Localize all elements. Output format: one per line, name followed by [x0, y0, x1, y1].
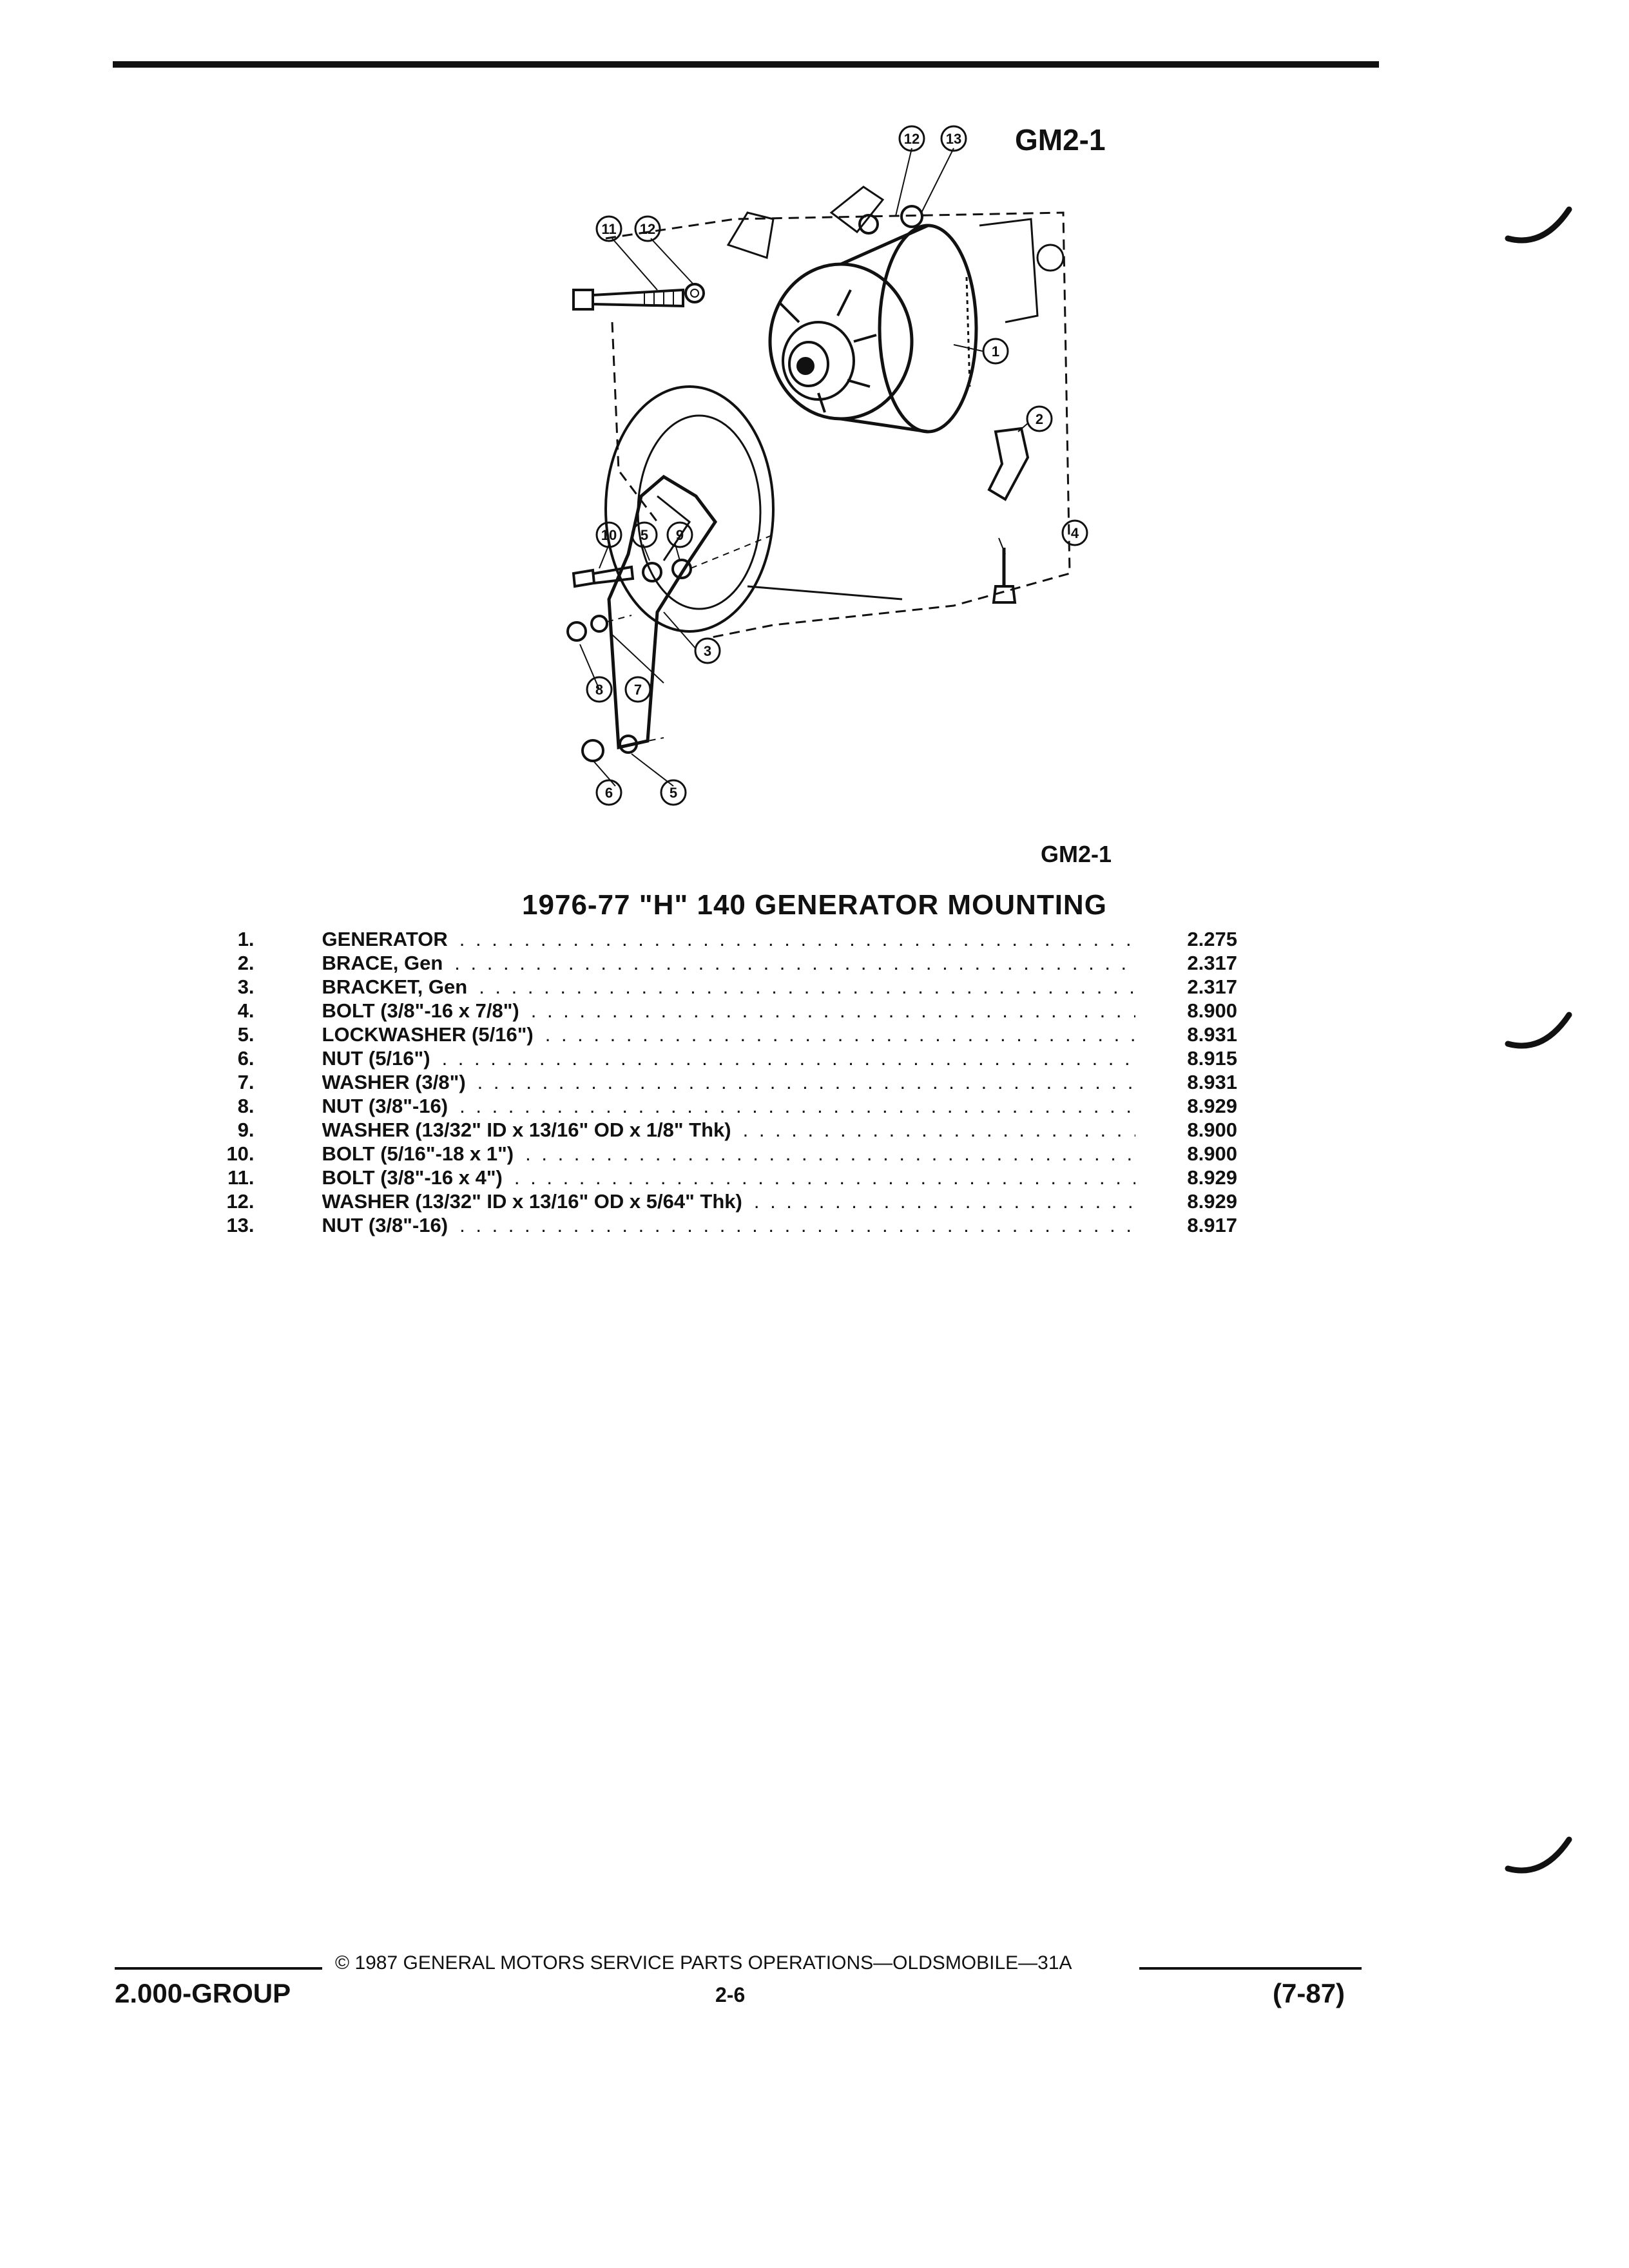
leader-dots: [459, 1095, 1135, 1118]
part-name: WASHER (13/32" ID x 13/16" OD x 1/8" Thk): [322, 1119, 731, 1141]
parts-row: [193, 1071, 1237, 1095]
part-name: BRACE, Gen: [322, 952, 443, 974]
part-number: 10.: [226, 1142, 255, 1165]
group-ref: 8.900: [1187, 1119, 1237, 1141]
figure-code-bottom: GM2-1: [1041, 841, 1112, 867]
figure-code-top: GM2-1: [1015, 123, 1106, 157]
group-ref: 8.900: [1187, 1142, 1237, 1165]
part-name: BOLT (5/16"-18 x 1"): [322, 1142, 514, 1165]
part-name: NUT (3/8"-16): [322, 1214, 448, 1236]
parts-list: [193, 928, 1237, 1238]
group-ref: 8.900: [1187, 999, 1237, 1022]
group-label: 2.000-GROUP: [115, 1978, 291, 2008]
part-number: 2.: [237, 952, 255, 974]
parts-row: [193, 928, 1237, 952]
part-name: LOCKWASHER (5/16"): [322, 1023, 534, 1046]
brace-part: [989, 428, 1028, 499]
part-number: 9.: [237, 1119, 255, 1141]
part-number: 13.: [226, 1214, 255, 1236]
leader-dots: [442, 1047, 1135, 1070]
leader-dots: [531, 999, 1135, 1023]
callout-label: 12: [639, 221, 656, 237]
margin-mark: [1505, 200, 1576, 258]
part-name: GENERATOR: [322, 928, 448, 950]
parts-row: [193, 1095, 1237, 1119]
parts-row: [193, 1190, 1237, 1214]
leader-dots: [479, 975, 1135, 999]
date-code: (7-87): [1273, 1978, 1345, 2008]
group-ref: 8.931: [1187, 1071, 1237, 1093]
leader-dots: [477, 1071, 1135, 1094]
parts-row: [193, 1047, 1237, 1071]
section-title: 1976-77 "H" 140 GENERATOR MOUNTING: [522, 889, 1107, 921]
callouts: [587, 126, 1087, 805]
group-ref: 8.917: [1187, 1214, 1237, 1236]
part-number: 8.: [237, 1095, 255, 1117]
part-number: 1.: [237, 928, 255, 950]
parts-row: [193, 975, 1237, 999]
part-number: 5.: [237, 1023, 255, 1046]
part-name: WASHER (3/8"): [322, 1071, 466, 1093]
group-ref: 2.317: [1187, 975, 1237, 998]
part-name: BRACKET, Gen: [322, 975, 468, 998]
bracket-part: [609, 477, 715, 747]
parts-row: [193, 1119, 1237, 1142]
callout-label: 6: [604, 785, 613, 801]
part-name: BOLT (3/8"-16 x 4"): [322, 1166, 503, 1189]
part-number: 3.: [237, 975, 255, 998]
parts-row: [193, 1023, 1237, 1047]
callout-label: 4: [1070, 525, 1079, 541]
part-number: 6.: [237, 1047, 255, 1070]
part-number: 12.: [226, 1190, 255, 1213]
callout-label: 13: [945, 131, 962, 147]
page-number: 2-6: [715, 1983, 746, 2006]
leader-dots: [454, 952, 1135, 975]
part-number: 7.: [237, 1071, 255, 1093]
callout-label: 7: [633, 682, 642, 698]
group-ref: 8.915: [1187, 1047, 1237, 1070]
callout-label: 12: [903, 131, 920, 147]
callout-label: 8: [595, 682, 604, 698]
leader-dots: [459, 1214, 1135, 1237]
parts-row: [193, 1214, 1237, 1238]
part-number: 4.: [237, 999, 255, 1022]
part-number: 11.: [227, 1166, 255, 1189]
bolt-3-8-x4-part: [574, 290, 683, 309]
leader-dots: [525, 1142, 1135, 1166]
callout-label: 5: [640, 527, 649, 543]
footer-rule-right: [1139, 1967, 1362, 1970]
parts-row: [193, 999, 1237, 1023]
callout-label: 10: [601, 527, 617, 543]
footer-rule-left: [115, 1967, 322, 1970]
part-name: NUT (3/8"-16): [322, 1095, 448, 1117]
part-name: NUT (5/16"): [322, 1047, 430, 1070]
group-ref: 8.929: [1187, 1190, 1237, 1213]
callout-label: 11: [601, 221, 617, 237]
leader-dots: [514, 1166, 1135, 1189]
margin-mark: [1505, 1005, 1576, 1063]
parts-row: [193, 1142, 1237, 1166]
leader-dots: [545, 1023, 1135, 1046]
generator-mounting-diagram: [387, 110, 1147, 825]
leader-dots: [459, 928, 1135, 951]
callout-label: 2: [1035, 411, 1044, 427]
parts-row: [193, 952, 1237, 975]
top-rule: [113, 61, 1379, 68]
leader-dots: [754, 1190, 1135, 1213]
callout-label: 5: [669, 785, 678, 801]
callout-label: 1: [991, 343, 1000, 360]
group-ref: 2.317: [1187, 952, 1237, 974]
group-ref: 2.275: [1187, 928, 1237, 950]
parts-row: [193, 1166, 1237, 1190]
group-ref: 8.929: [1187, 1095, 1237, 1117]
group-ref: 8.931: [1187, 1023, 1237, 1046]
callout-label: 9: [675, 527, 684, 543]
generator-part: [770, 226, 976, 432]
part-name: BOLT (3/8"-16 x 7/8"): [322, 999, 519, 1022]
copyright-notice: © 1987 GENERAL MOTORS SERVICE PARTS OPERATIONS—OLDSMOBILE—31A: [335, 1952, 1072, 1974]
leader-dots: [743, 1119, 1135, 1142]
margin-mark: [1505, 1830, 1576, 1888]
callout-label: 3: [703, 643, 712, 659]
group-ref: 8.929: [1187, 1166, 1237, 1189]
part-name: WASHER (13/32" ID x 13/16" OD x 5/64" Thk): [322, 1190, 742, 1213]
